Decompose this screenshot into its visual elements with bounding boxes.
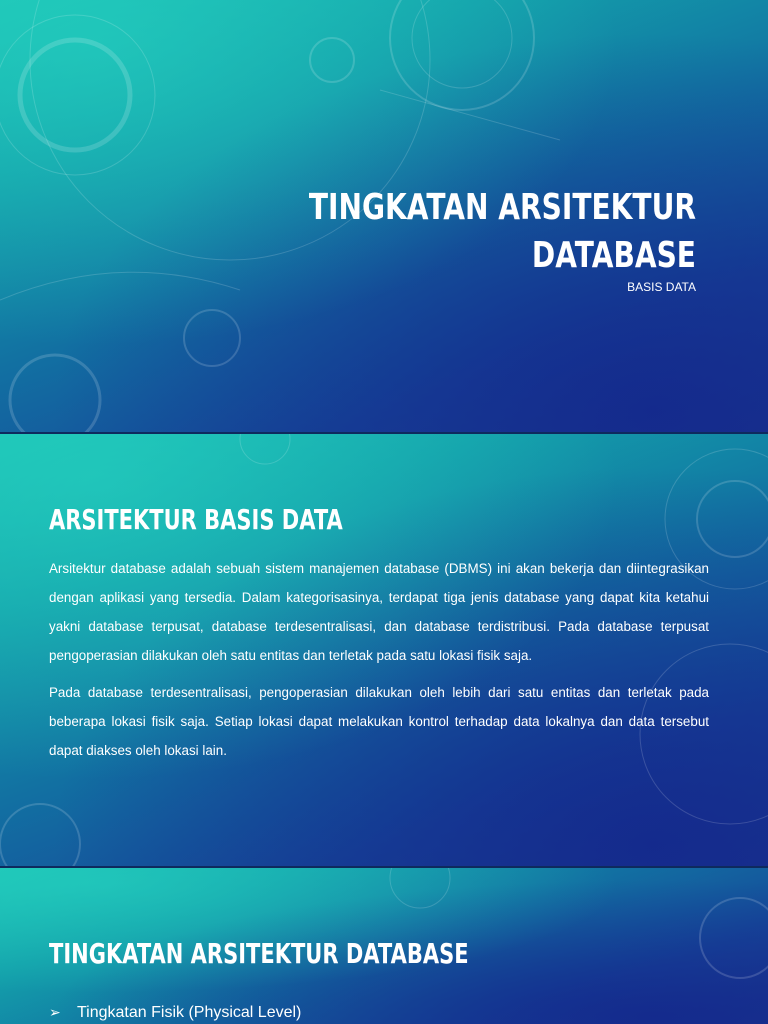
body-paragraph: Pada database terdesentralisasi, pengoperasian dilakukan oleh lebih dari satu entitas dan terletak pada beberapa lokasi fisik saja. Setiap lokasi dapat melakukan kontrol terhadap data lokalnya dan data tersebut dapat diakses oleh lokasi lain.: [49, 685, 709, 758]
slide-heading: TINGKATAN ARSITEKTUR DATABASE: [49, 937, 469, 970]
slide-body: [49, 554, 709, 773]
slide-heading: ARSITEKTUR BASIS DATA: [49, 503, 343, 536]
content-slide: [0, 434, 768, 866]
title-slide: [0, 0, 768, 432]
presentation-subtitle: BASIS DATA: [627, 280, 696, 294]
bullet-item: [49, 1004, 301, 1022]
arrow-bullet-icon: ➢: [49, 1004, 61, 1020]
presentation-title: TINGKATAN ARSITEKTUR DATABASE: [308, 187, 696, 276]
content-slide: [0, 868, 768, 1024]
body-paragraph: Arsitektur database adalah sebuah sistem manajemen database (DBMS) ini akan bekerja dan diintegrasikan dengan aplikasi yang tersedia. Dalam kategorisasinya, terdapat tiga jenis database yang dapat kita ketahui yakni database terpusat, database terdesentralisasi, dan database terdistribusi. Pada database terpusat pengoperasian dilakukan oleh satu entitas dan terletak pada satu lokasi fisik saja.: [49, 561, 709, 663]
bullet-text: Tingkatan Fisik (Physical Level): [77, 1004, 302, 1021]
